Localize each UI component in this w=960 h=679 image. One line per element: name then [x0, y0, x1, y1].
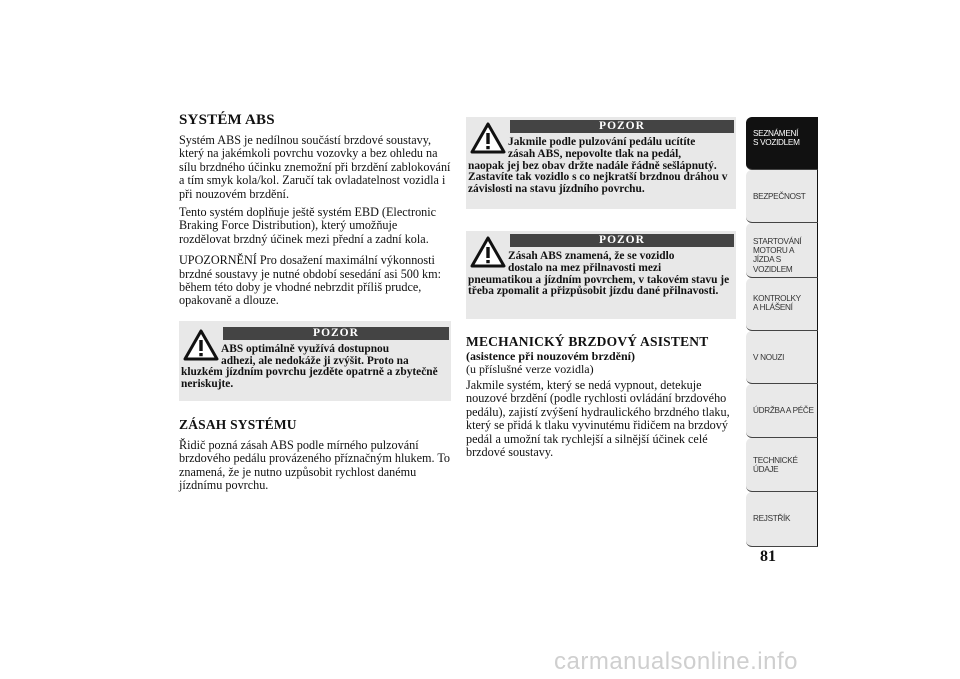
tab-seznameni[interactable]	[746, 117, 818, 170]
tab-kontrolky[interactable]	[746, 278, 818, 331]
abs-paragraph-2: Tento systém doplňuje ještě systém EBD (Electronic Braking Force Distribution), který umožňuje rozdělovat brzdný účinek mezi přední a zadní kola.	[179, 205, 437, 246]
tab-v-nouzi[interactable]	[746, 331, 818, 384]
warning-text	[468, 137, 734, 196]
warning-header: POZOR	[223, 327, 449, 340]
tab-label: TECHNICKÉ ÚDAJE	[753, 456, 798, 475]
warning-text-line-b: zásah ABS, nepovolte tlak na pedál,	[508, 147, 682, 160]
tab-label: STARTOVÁNÍ MOTORU A JÍZDA S VOZIDLEM	[753, 237, 802, 274]
mba-subtitle: (asistence při nouzovém brzdění)	[466, 349, 635, 363]
warning-text-line-c: pneumatikou a jízdním povrchem, v takovém stavu je třeba zpomalit a přizpůsobit jízdu dané přilnavosti.	[468, 273, 730, 298]
tab-label: SEZNÁMENÍ S VOZIDLEM	[753, 129, 800, 148]
abs-paragraph-3: UPOZORNĚNÍ Pro dosažení maximální výkonnosti brzdné soustavy je nutné období sesedání asi 500 km: během této doby je vhodné nebrzdit příliš prudce, opakovaně a dlouze.	[179, 253, 441, 308]
watermark: carmanualsonline.info	[554, 648, 798, 675]
warning-text-line-a: Jakmile podle pulzování pedálu ucítíte	[508, 136, 696, 148]
warning-text-line-b: dostalo na mez přilnavosti mezi	[508, 261, 662, 274]
abs-paragraph-1: Systém ABS je nedílnou součástí brzdové soustavy, který na jakémkoli povrchu vozovky a bez ohledu na sílu brzdného účinku znemožní při brzdění zablokování a tím smyk kola/kol. Zaručí tak ovladatelnost vozidla i při nouzovém brzdění.	[179, 133, 451, 201]
abs-title: SYSTÉM ABS	[179, 112, 275, 128]
mba-title: MECHANICKÝ BRZDOVÝ ASISTENT	[466, 334, 709, 349]
tab-rejstrik[interactable]	[746, 492, 818, 547]
mba-variant-note: (u příslušné verze vozidla)	[466, 362, 594, 376]
warning-header: POZOR	[510, 120, 734, 133]
left-column	[179, 112, 451, 498]
warning-text-line-a: Zásah ABS znamená, že se vozidlo	[508, 250, 675, 262]
warning-text	[468, 251, 734, 298]
tab-udrzba[interactable]	[746, 384, 818, 438]
tab-label: V NOUZI	[753, 353, 785, 362]
right-column	[466, 117, 736, 464]
tab-label: ÚDRŽBA A PÉČE	[753, 406, 814, 415]
zasah-paragraph: Řidič pozná zásah ABS podle mírného pulzování brzdového pedálu provázeného příznačným hlukem. To znamená, že je nutno uzpůsobit rychlost danému jízdnímu povrchu.	[179, 437, 451, 493]
tab-label: BEZPEČNOST	[753, 192, 806, 201]
warning-text-line-c: naopak jej bez obav držte nadále řádně sešlápnutý. Zastavíte tak vozidlo s co nejkratší brzdnou dráhou v závislosti na stavu jízdního povrchu.	[468, 159, 728, 196]
mba-paragraph: Jakmile systém, který se nedá vypnout, detekuje nouzové brzdění (podle rychlosti ovládání brzdového pedálu), zajistí zvýšení hydraulického brzdného tlaku, který se přidá k tlaku vyvinutému řidičem na brzdový pedál a umožní tak rychlejší a silnější účinek celé brzdové soustavy.	[466, 378, 730, 460]
zasah-title: ZÁSAH SYSTÉMU	[179, 416, 297, 432]
warning-text	[181, 344, 449, 391]
page-number: 81	[760, 548, 776, 565]
warning-box-2	[466, 117, 736, 209]
warning-text-line-a: ABS optimálně využívá dostupnou	[221, 342, 390, 355]
tab-label: REJSTŘÍK	[753, 514, 791, 523]
tab-bezpecnost[interactable]	[746, 170, 818, 223]
warning-text-line-b: adhezi, ale nedokáže ji zvýšit. Proto na	[221, 354, 409, 367]
tab-label: KONTROLKY A HLÁŠENÍ	[753, 294, 801, 313]
warning-box-1	[179, 321, 451, 401]
warning-header: POZOR	[510, 234, 734, 247]
warning-text-line-c: kluzkém jízdním povrchu jezděte opatrně a zbytečně neriskujte.	[181, 366, 438, 391]
tab-startovani[interactable]	[746, 223, 818, 278]
warning-box-3	[466, 231, 736, 319]
tab-technicke[interactable]	[746, 438, 818, 492]
chapter-tabs	[746, 117, 818, 547]
